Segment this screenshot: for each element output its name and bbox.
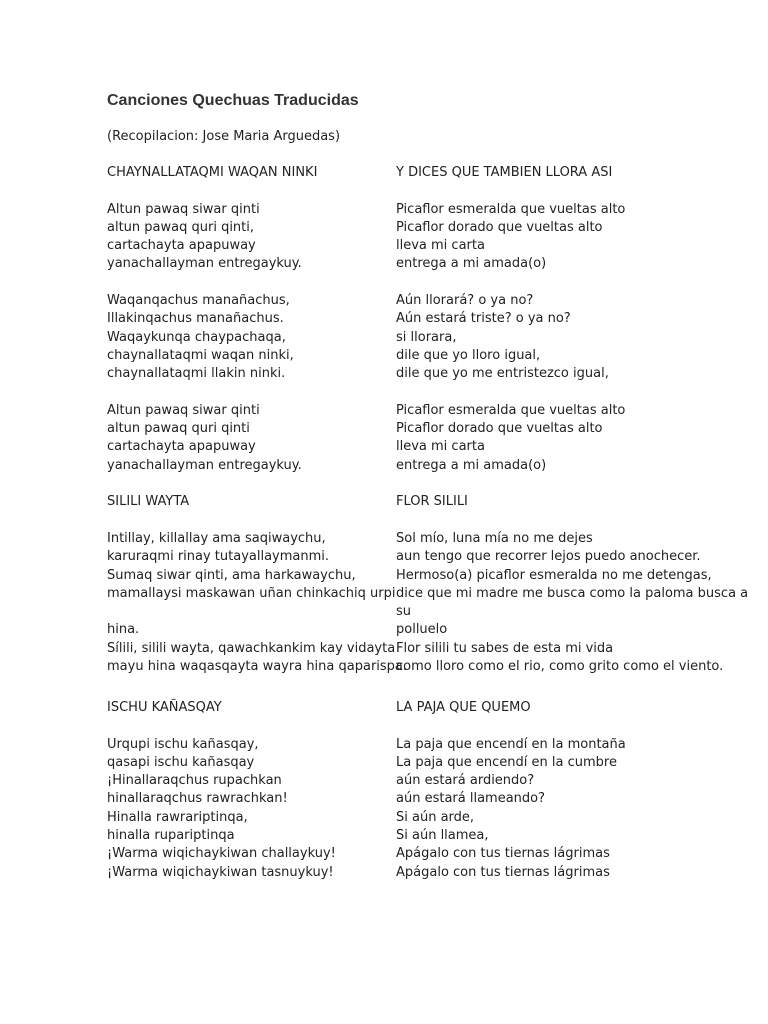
lyric-row (107, 237, 762, 255)
spanish-line (396, 384, 762, 402)
lyric-row (107, 493, 762, 511)
spanish-line: La paja que encendí en la cumbre (396, 754, 617, 770)
spanish-line (396, 475, 762, 493)
spanish-line: Aún llorará? o ya no? (396, 293, 534, 309)
blank-line (107, 182, 762, 200)
spanish-line: aun tengo que recorrer lejos puedo anochecer. (396, 549, 701, 565)
quechua-line: ¡Warma wiqichaykiwan challaykuy! (107, 846, 336, 862)
quechua-line: ¡Hinallaraqchus rupachkan (107, 773, 282, 789)
quechua-line: hina. (107, 622, 140, 638)
spanish-line (396, 512, 762, 530)
lyric-row (107, 790, 762, 808)
spanish-line: LA PAJA QUE QUEMO (396, 700, 531, 715)
quechua-line: chaynallataqmi waqan ninki, (107, 347, 294, 363)
document-subtitle: (Recopilacion: Jose Maria Arguedas) (107, 129, 341, 144)
blank-line (107, 274, 762, 292)
spanish-line: aún estará llameando? (396, 791, 546, 807)
lyric-row (107, 201, 762, 219)
spanish-line: Picaflor dorado que vueltas alto (396, 421, 603, 437)
spanish-line (396, 274, 762, 292)
spanish-line: Hermoso(a) picaflor esmeralda no me detengas, (396, 567, 712, 583)
blank-line (107, 512, 762, 530)
lyric-row (107, 310, 762, 328)
spanish-line: lleva mi carta (396, 439, 485, 455)
spanish-line (396, 182, 762, 200)
lyric-row (107, 457, 762, 475)
document-title: Canciones Quechuas Traducidas (107, 92, 359, 109)
spanish-line: Aún estará triste? o ya no? (396, 311, 571, 327)
spanish-line: Y DICES QUE TAMBIEN LLORA ASI (396, 165, 613, 180)
quechua-line: Sílili, silili wayta, qawachkankim kay vidayta (107, 640, 396, 656)
quechua-line: altun pawaq quri qinti (107, 421, 250, 437)
quechua-line (107, 274, 396, 292)
lyric-row (107, 365, 762, 383)
quechua-line: yanachallayman entregaykuy. (107, 457, 302, 473)
quechua-line (107, 182, 396, 200)
quechua-line: cartachayta apapuway (107, 238, 256, 254)
blank-line (107, 384, 762, 402)
spanish-line: FLOR SILILI (396, 494, 468, 510)
lyric-row (107, 420, 762, 438)
spanish-line: dice que mi madre me busca como la paloma busca a su (396, 585, 749, 620)
lyric-row (107, 164, 762, 182)
blank-line (107, 717, 762, 735)
lyric-row (107, 255, 762, 273)
quechua-line: chaynallataqmi llakin ninki. (107, 366, 286, 382)
quechua-line (107, 475, 396, 493)
spanish-line (396, 717, 762, 735)
quechua-line: Waqanqachus manañachus, (107, 293, 290, 309)
quechua-line: karuraqmi rinay tutayallaymanmi. (107, 549, 330, 565)
lyric-row (107, 292, 762, 310)
spanish-line: Sol mío, luna mía no me dejes (396, 530, 593, 546)
spanish-line: La paja que encendí en la montaña (396, 736, 626, 752)
spanish-line: Flor silili tu sabes de esta mi vida (396, 640, 614, 656)
lyric-row (107, 809, 762, 827)
quechua-line (107, 384, 396, 402)
spanish-line: dile que yo me entristezco igual, (396, 366, 609, 382)
lyric-row (107, 772, 762, 790)
quechua-line: hinalla rupariptinqa (107, 828, 235, 844)
spanish-line: como lloro como el rio, como grito como el viento. (396, 659, 724, 675)
spanish-line: dile que yo lloro igual, (396, 347, 541, 363)
quechua-line: mamallaysi maskawan uñan chinkachiq urpi (107, 585, 396, 601)
spanish-line: Si aún llamea, (396, 828, 489, 844)
quechua-line: Altun pawaq siwar qinti (107, 402, 260, 418)
song-section-2 (107, 699, 762, 882)
blank-line (107, 475, 762, 493)
spanish-line: Apágalo con tus tiernas lágrimas (396, 846, 610, 862)
quechua-line: hinallaraqchus rawrachkan! (107, 791, 288, 807)
spanish-line: polluelo (396, 622, 448, 638)
lyric-row (107, 402, 762, 420)
spanish-line: Si aún arde, (396, 809, 475, 825)
quechua-line: cartachayta apapuway (107, 439, 256, 455)
lyric-row (107, 219, 762, 237)
lyric-row (107, 736, 762, 754)
quechua-line: Sumaq siwar qinti, ama harkawaychu, (107, 567, 356, 583)
lyric-row (107, 438, 762, 456)
quechua-line: altun pawaq quri qinti, (107, 219, 255, 235)
quechua-line: Urqupi ischu kañasqay, (107, 736, 259, 752)
lyric-row (107, 530, 762, 548)
quechua-line: SILILI WAYTA (107, 494, 190, 510)
lyric-row (107, 621, 762, 639)
quechua-line: Waqaykunqa chaypachaqa, (107, 329, 286, 345)
quechua-line: Hinalla rawrariptinqa, (107, 809, 248, 825)
quechua-line: Intillay, killallay ama saqiwaychu, (107, 530, 326, 546)
quechua-line: ¡Warma wiqichaykiwan tasnuykuy! (107, 864, 334, 880)
spanish-line: Picaflor dorado que vueltas alto (396, 219, 603, 235)
quechua-line (107, 717, 396, 735)
lyric-row (107, 827, 762, 845)
quechua-line: CHAYNALLATAQMI WAQAN NINKI (107, 165, 318, 180)
lyric-row (107, 864, 762, 882)
lyric-row (107, 548, 762, 566)
lyric-row (107, 329, 762, 347)
lyric-row (107, 567, 762, 585)
quechua-line: qasapi ischu kañasqay (107, 754, 255, 770)
spanish-line: entrega a mi amada(o) (396, 457, 547, 473)
spanish-line: Picaflor esmeralda que vueltas alto (396, 402, 626, 418)
quechua-line: Altun pawaq siwar qinti (107, 201, 260, 217)
spanish-line: entrega a mi amada(o) (396, 256, 547, 272)
spanish-line: si llorara, (396, 329, 457, 345)
spanish-line: aún estará ardiendo? (396, 773, 535, 789)
song-section-1 (107, 164, 762, 676)
quechua-line: mayu hina waqasqayta wayra hina qaparispa. (107, 659, 408, 675)
lyric-row (107, 699, 762, 717)
lyric-row (107, 658, 762, 676)
lyric-row (107, 640, 762, 658)
lyric-row (107, 754, 762, 772)
quechua-line: Illakinqachus manañachus. (107, 311, 284, 327)
lyric-row (107, 585, 762, 622)
quechua-line: yanachallayman entregaykuy. (107, 256, 302, 272)
spanish-line: Apágalo con tus tiernas lágrimas (396, 864, 610, 880)
lyric-row (107, 347, 762, 365)
lyric-row (107, 845, 762, 863)
quechua-line (107, 512, 396, 530)
quechua-line: ISCHU KAÑASQAY (107, 700, 222, 715)
spanish-line: Picaflor esmeralda que vueltas alto (396, 201, 626, 217)
spanish-line: lleva mi carta (396, 238, 485, 254)
